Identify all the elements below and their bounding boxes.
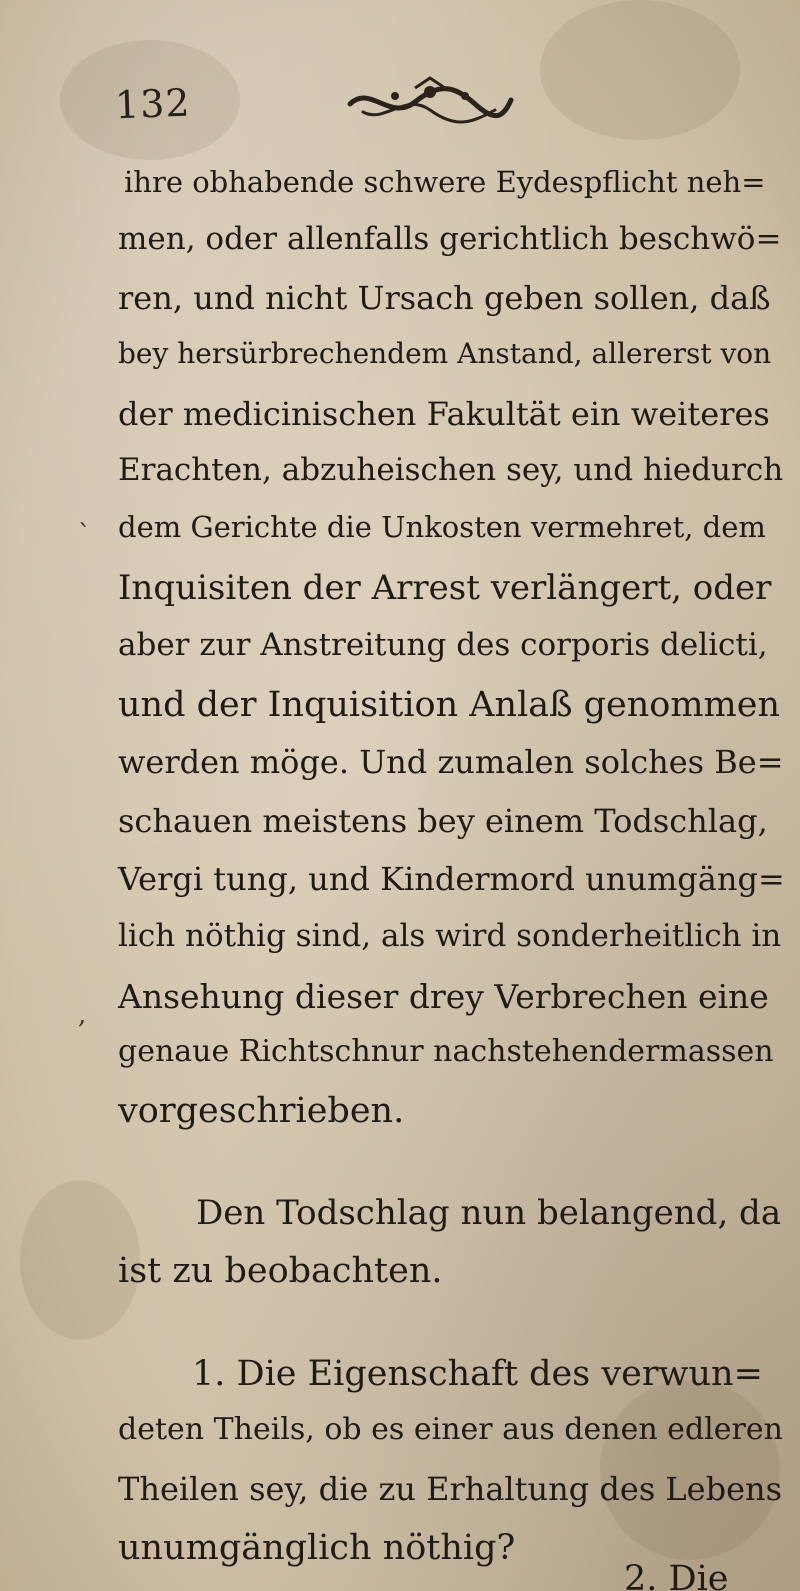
text-line: Erachten, abzuheischen sey, und hiedurch <box>118 452 784 488</box>
margin-mark: ` <box>78 520 91 550</box>
text-line: Vergi tung, und Kindermord unumgäng= <box>118 860 785 898</box>
text-line: Inquisiten der Arrest verlängert, oder <box>118 568 772 608</box>
text-line: ihre obhabende schwere Eydespflicht neh= <box>124 165 766 199</box>
text-line: deten Theils, ob es einer aus denen edleren <box>118 1412 783 1447</box>
text-line: schauen meistens bey einem Todschlag, <box>118 802 768 840</box>
text-line: ren, und nicht Ursach geben sollen, daß <box>118 279 771 317</box>
text-line: men, oder allenfalls gerichtlich beschwö= <box>118 221 782 257</box>
text-line: genaue Richtschnur nachstehendermassen <box>118 1034 774 1069</box>
text-line: werden möge. Und zumalen solches Be= <box>118 743 784 781</box>
catchword: 2. Die <box>624 1559 729 1591</box>
text-line: der medicinischen Fakultät ein weiteres <box>118 395 770 433</box>
page-header <box>0 70 800 130</box>
margin-mark: , <box>78 1000 87 1030</box>
text-line: ist zu beobachten. <box>118 1251 443 1291</box>
text-line: 1. Die Eigenschaft des verwun= <box>192 1354 763 1394</box>
text-line: und der Inquisition Anlaß genommen <box>118 685 780 725</box>
decorative-vignette-icon <box>345 74 515 128</box>
text-line: vorgeschrieben. <box>118 1091 405 1131</box>
page-number: 132 <box>114 80 192 128</box>
text-line: unumgänglich nöthig? <box>118 1528 516 1568</box>
text-line: aber zur Anstreitung des corporis delicti, <box>118 627 768 663</box>
text-line: Theilen sey, die zu Erhaltung des Lebens <box>118 1470 783 1508</box>
text-line: lich nöthig sind, als wird sonderheitlich in <box>118 918 782 954</box>
text-line: Den Todschlag nun belangend, da <box>196 1193 782 1233</box>
text-line: dem Gerichte die Unkosten vermehret, dem <box>118 510 766 544</box>
text-line: bey hersürbrechendem Anstand, allererst von <box>118 337 772 370</box>
text-line: Ansehung dieser drey Verbrechen eine <box>118 977 769 1016</box>
